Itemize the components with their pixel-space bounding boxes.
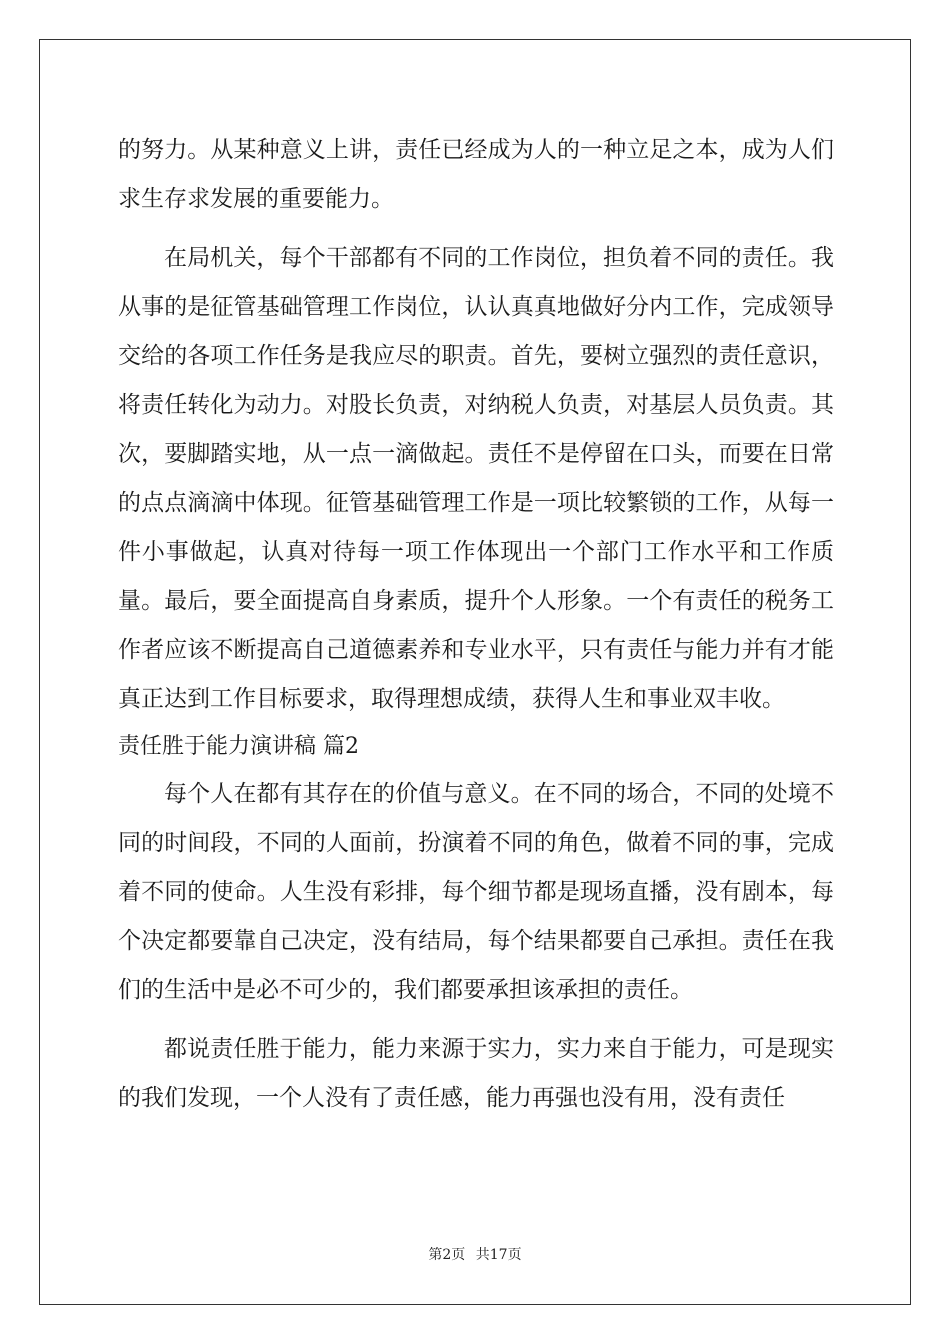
paragraph-work-duty: 在局机关，每个干部都有不同的工作岗位，担负着不同的责任。我从事的是征管基础管理工作岗位，认认真真地做好分内工作，完成领导交给的各项工作任务是我应尽的职责。首先，要树立强烈的责任意识，将责任转化为动力。对股长负责，对纳税人负责，对基层人员负责。其次，要脚踏实地，从一点一滴做起。责任不是停留在口头，而要在日常的点点滴滴中体现。征管基础管理工作是一项比较繁锁的工作，从每一件小事做起，认真对待每一项工作体现出一个部门工作水平和工作质量。最后，要全面提高自身素质，提升个人形象。一个有责任的税务工作者应该不断提高自己道德素养和专业水平，只有责任与能力并有才能真正达到工作目标要求，取得理想成绩，获得人生和事业双丰收。 [118,245,834,712]
paragraph-continuation: 的努力。从某种意义上讲，责任已经成为人的一种立足之本，成为人们求生存求发展的重要能力。 [118,137,834,212]
document-body [118,126,834,1123]
paragraph-value-meaning: 每个人在都有其存在的价值与意义。在不同的场合，不同的处境不同的时间段，不同的人面前，扮演着不同的角色，做着不同的事，完成着不同的使命。人生没有彩排，每个细节都是现场直播，没有剧本，每个决定都要靠自己决定，没有结局，每个结果都要自己承担。责任在我们的生活中是必不可少的，我们都要承担该承担的责任。 [118,781,834,1003]
page-total: 共17页 [475,1247,522,1263]
section-heading: 责任胜于能力演讲稿 篇2 [118,734,359,759]
page-number: 第2页 [428,1247,466,1263]
page-footer [0,1244,950,1264]
paragraph-responsibility-ability: 都说责任胜于能力，能力来源于实力，实力来自于能力，可是现实的我们发现，一个人没有了责任感，能力再强也没有用，没有责任 [118,1036,834,1111]
